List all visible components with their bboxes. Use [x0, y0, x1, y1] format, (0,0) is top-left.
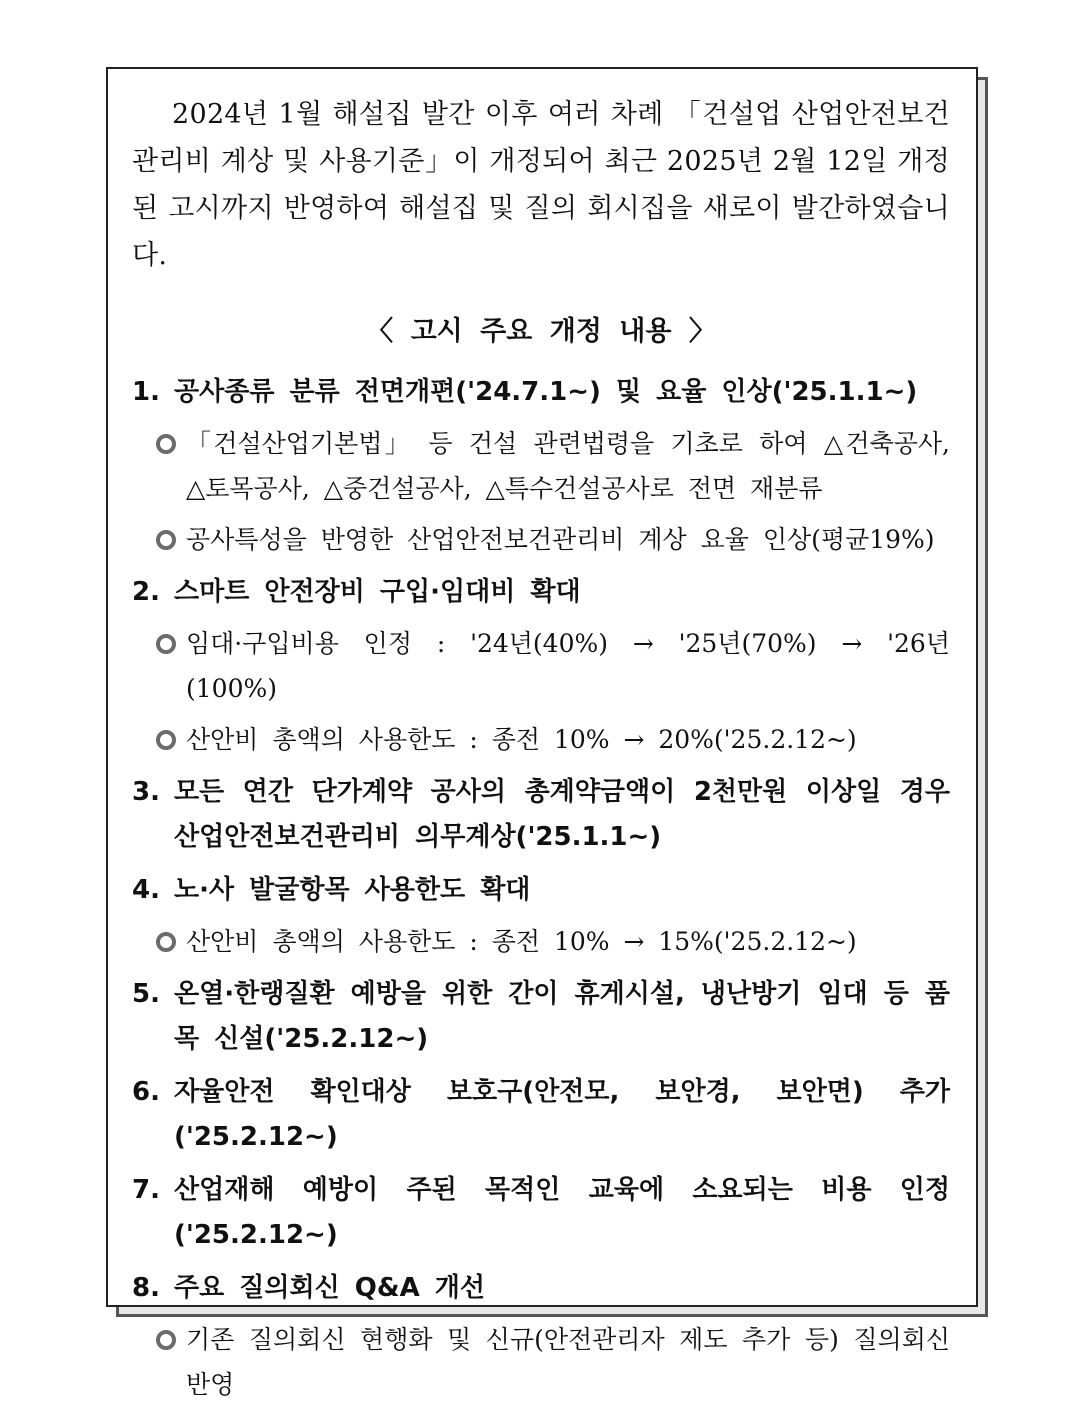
revision-item-title [132, 868, 950, 913]
bullet-circle-icon [156, 621, 186, 711]
revision-item [132, 570, 950, 762]
revision-item-text: 스마트 안전장비 구입·임대비 확대 [174, 577, 581, 607]
revision-item [132, 370, 950, 562]
intro-paragraph: 2024년 1월 해설집 발간 이후 여러 차례 「건설업 산업안전보건관리비 계상 및 사용기준」이 개정되어 최근 2025년 2월 12일 개정된 고시까지 반영하여 해설집 및 질의 회시집을 새로이 발간하였습니다. [132, 99, 950, 271]
bullet-point [156, 919, 950, 964]
revision-item-number: 6. [132, 1077, 160, 1107]
revision-item-title [132, 1266, 950, 1311]
bullet-point [156, 621, 950, 711]
bullet-circle-icon [156, 1317, 186, 1407]
revision-item-title [132, 1070, 950, 1160]
revision-item-number: 3. [132, 777, 160, 807]
bullet-text: 공사특성을 반영한 산업안전보건관리비 계상 요율 인상(평균19%) [186, 525, 935, 554]
revision-item-title [132, 570, 950, 615]
bullet-point [156, 1317, 950, 1407]
revision-item-text: 주요 질의회신 Q&A 개선 [174, 1273, 485, 1303]
revision-item-number: 4. [132, 875, 160, 905]
revision-item-text: 자율안전 확인대상 보호구(안전모, 보안경, 보안면) 추가('25.2.12~) [174, 1077, 950, 1152]
section-heading: 〈 고시 주요 개정 내용 〉 [366, 316, 716, 347]
revision-item-text: 산업재해 예방이 주된 목적인 교육에 소요되는 비용 인정('25.2.12~) [174, 1175, 950, 1250]
bullet-text: 임대·구입비용 인정 : '24년(40%) → '25년(70%) → '26년(100%) [186, 629, 950, 703]
revision-item-text: 공사종류 분류 전면개편('24.7.1~) 및 요율 인상('25.1.1~) [174, 377, 918, 407]
revision-item-text: 노·사 발굴항목 사용한도 확대 [174, 875, 531, 905]
revision-item [132, 1070, 950, 1160]
revision-item-number: 5. [132, 979, 160, 1009]
bullet-text: 산안비 총액의 사용한도 : 종전 10% → 15%('25.2.12~) [186, 927, 857, 956]
revision-item-title [132, 370, 950, 415]
revision-item-title [132, 1168, 950, 1258]
revision-item [132, 1266, 950, 1407]
revision-item-text: 온열·한랭질환 예방을 위한 간이 휴게시설, 냉난방기 임대 등 품목 신설('25.2.12~) [174, 979, 950, 1054]
bullet-circle-icon [156, 919, 186, 964]
bullet-text: 산안비 총액의 사용한도 : 종전 10% → 20%('25.2.12~) [186, 725, 857, 754]
revision-list [132, 370, 950, 1407]
bullet-point [156, 517, 950, 562]
revision-item [132, 1168, 950, 1258]
bullet-circle-icon [156, 517, 186, 562]
revision-item-number: 7. [132, 1175, 160, 1205]
revision-item-number: 2. [132, 577, 160, 607]
revision-item-number: 1. [132, 377, 160, 407]
revision-item-text: 모든 연간 단가계약 공사의 총계약금액이 2천만원 이상일 경우 산업안전보건관리비 의무계상('25.1.1~) [174, 777, 950, 852]
revision-item-title [132, 972, 950, 1062]
revision-item [132, 770, 950, 860]
revision-item [132, 972, 950, 1062]
bullet-text: 기존 질의회신 현행화 및 신규(안전관리자 제도 추가 등) 질의회신 반영 [186, 1325, 950, 1399]
revision-item-number: 8. [132, 1273, 160, 1303]
bullet-circle-icon [156, 717, 186, 762]
bullet-point [156, 717, 950, 762]
bullet-text: 「건설산업기본법」 등 건설 관련법령을 기초로 하여 △건축공사, △토목공사, △중건설공사, △특수건설공사로 전면 재분류 [186, 429, 950, 503]
notice-box [106, 67, 978, 1399]
bullet-point [156, 421, 950, 511]
bullet-circle-icon [156, 421, 186, 511]
revision-item-title [132, 770, 950, 860]
revision-item [132, 868, 950, 964]
